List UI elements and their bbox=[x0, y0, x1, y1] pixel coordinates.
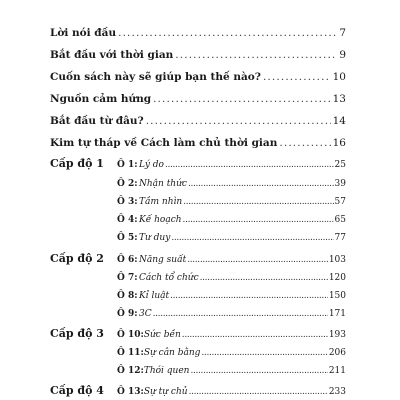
subentry-page: 211 bbox=[328, 366, 346, 376]
toc-entry-page: 16 bbox=[332, 137, 346, 149]
box-number: Ô 8: bbox=[117, 291, 138, 301]
subentry-page: 233 bbox=[328, 387, 346, 397]
dot-leader bbox=[165, 160, 334, 170]
dot-leader bbox=[190, 366, 327, 376]
dot-leader bbox=[170, 291, 328, 301]
subentry-page: 193 bbox=[328, 330, 346, 340]
toc-entry-title: Bắt đầu với thời gian bbox=[50, 49, 174, 61]
toc-subentry[interactable] bbox=[117, 291, 346, 301]
box-number: Ô 13: bbox=[117, 387, 144, 397]
toc-entry-start-with-time[interactable] bbox=[50, 49, 346, 61]
subentry-page: 103 bbox=[328, 255, 346, 265]
dot-leader bbox=[201, 348, 327, 358]
toc-entry-inspiration[interactable] bbox=[50, 93, 346, 105]
toc-subentry[interactable] bbox=[117, 233, 346, 243]
toc-subentry[interactable] bbox=[117, 330, 346, 340]
subentry-title: Kế hoạch bbox=[139, 215, 182, 225]
toc-subentry[interactable] bbox=[117, 348, 346, 358]
subentry-title: Nhận thức bbox=[139, 179, 187, 189]
toc-entry-page: 7 bbox=[339, 27, 346, 39]
toc-entry-how-book-helps[interactable] bbox=[50, 71, 346, 83]
dot-leader bbox=[153, 93, 331, 105]
subentry-page: 150 bbox=[328, 291, 346, 301]
toc-entry-page: 9 bbox=[339, 49, 346, 61]
box-number: Ô 1: bbox=[117, 160, 138, 170]
subentry-page: 57 bbox=[334, 197, 346, 207]
toc-entry-page: 14 bbox=[332, 115, 346, 127]
subentry-title: Tầm nhìn bbox=[139, 197, 183, 207]
level-label: Cấp độ 1 bbox=[50, 157, 104, 170]
dot-leader bbox=[200, 273, 328, 283]
dot-leader bbox=[146, 115, 331, 127]
box-number: Ô 4: bbox=[117, 215, 138, 225]
toc-subentry[interactable] bbox=[117, 366, 346, 376]
toc-subentry[interactable] bbox=[117, 387, 346, 397]
toc-entry-where-to-start[interactable] bbox=[50, 115, 346, 127]
toc-subentry[interactable] bbox=[117, 179, 346, 189]
level-label: Cấp độ 3 bbox=[50, 327, 104, 340]
subentry-page: 206 bbox=[328, 348, 346, 358]
dot-leader bbox=[279, 137, 330, 149]
subentry-page: 171 bbox=[328, 309, 346, 319]
dot-leader bbox=[183, 197, 333, 207]
toc-entry-title: Lời nói đầu bbox=[50, 27, 117, 39]
subentry-title: Sức bền bbox=[143, 330, 181, 340]
subentry-title: Sự tự chủ bbox=[143, 387, 188, 397]
box-number: Ô 3: bbox=[117, 197, 138, 207]
toc-entry-page: 13 bbox=[332, 93, 346, 105]
box-number: Ô 10: bbox=[117, 330, 144, 340]
toc-subentry[interactable] bbox=[117, 197, 346, 207]
box-number: Ô 12: bbox=[117, 366, 144, 376]
dot-leader bbox=[189, 387, 328, 397]
subentry-title: Lý do bbox=[139, 160, 164, 170]
subentry-title: Sự cân bằng bbox=[143, 348, 201, 358]
subentry-page: 77 bbox=[334, 233, 346, 243]
dot-leader bbox=[182, 330, 328, 340]
box-number: Ô 11: bbox=[117, 348, 144, 358]
toc-subentry[interactable] bbox=[117, 215, 346, 225]
subentry-page: 120 bbox=[328, 273, 346, 283]
box-number: Ô 7: bbox=[117, 273, 138, 283]
toc-entry-page: 10 bbox=[332, 71, 346, 83]
subentry-title: Cách tổ chức bbox=[139, 273, 199, 283]
level-label: Cấp độ 2 bbox=[50, 252, 104, 265]
toc-subentry[interactable] bbox=[117, 273, 346, 283]
toc-subentry[interactable] bbox=[117, 309, 346, 319]
toc-entry-title: Cuốn sách này sẽ giúp bạn thế nào? bbox=[50, 71, 261, 83]
toc-entry-pyramid[interactable] bbox=[50, 137, 346, 149]
subentry-title: Tư duy bbox=[139, 233, 171, 243]
toc-entry-title: Nguồn cảm hứng bbox=[50, 93, 152, 105]
dot-leader bbox=[187, 255, 328, 265]
dot-leader bbox=[118, 27, 337, 39]
box-number: Ô 6: bbox=[117, 255, 138, 265]
subentry-page: 39 bbox=[334, 179, 346, 189]
dot-leader bbox=[153, 309, 328, 319]
subentry-page: 25 bbox=[334, 160, 346, 170]
dot-leader bbox=[171, 233, 333, 243]
dot-leader bbox=[263, 71, 331, 83]
dot-leader bbox=[183, 215, 334, 225]
subentry-title: 3C bbox=[139, 309, 152, 319]
box-number: Ô 9: bbox=[117, 309, 138, 319]
subentry-title: Kỉ luật bbox=[139, 291, 170, 301]
toc-entry-title: Kim tự tháp về Cách làm chủ thời gian bbox=[50, 137, 278, 149]
subentry-page: 65 bbox=[334, 215, 346, 225]
subentry-title: Thói quen bbox=[143, 366, 190, 376]
box-number: Ô 5: bbox=[117, 233, 138, 243]
toc-entry-title: Bắt đầu từ đâu? bbox=[50, 115, 144, 127]
dot-leader bbox=[175, 49, 337, 61]
toc-subentry[interactable] bbox=[117, 255, 346, 265]
subentry-title: Năng suất bbox=[139, 255, 187, 265]
dot-leader bbox=[188, 179, 334, 189]
toc-subentry[interactable] bbox=[117, 160, 346, 170]
box-number: Ô 2: bbox=[117, 179, 138, 189]
level-label: Cấp độ 4 bbox=[50, 384, 104, 397]
toc-entry-preface[interactable] bbox=[50, 27, 346, 39]
